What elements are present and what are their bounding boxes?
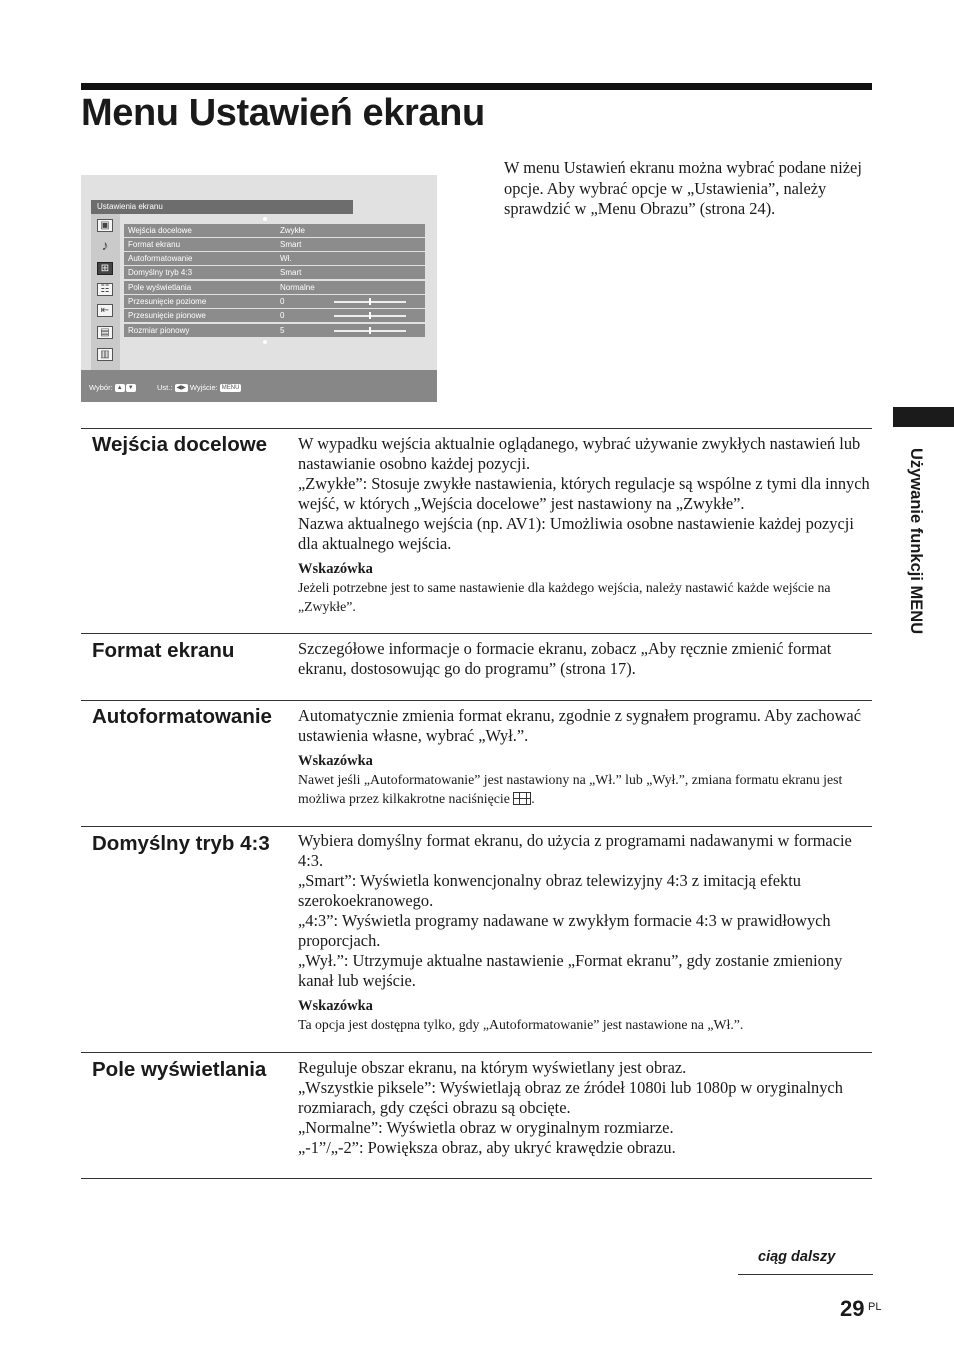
paragraph: „Wył.”: Utrzymuje aktualne nastawienie „Format ekranu”, gdy zostanie zmieniony kanał lub wejście.: [298, 951, 843, 990]
term-wejscia-docelowe: Wejścia docelowe: [92, 433, 268, 456]
tip-text: Nawet jeśli „Autoformatowanie” jest nastawiony na „Wł.” lub „Wył.”, zmiana formatu ekranu jest możliwa przez kilkakrotne naciśnięcie .: [298, 772, 843, 806]
osd-row-value: Wł.: [280, 254, 292, 263]
osd-row: [124, 295, 425, 308]
desc-pole-wyswietlania: [298, 1058, 876, 1158]
paragraph: Reguluje obszar ekranu, na którym wyświetlany jest obraz.: [298, 1058, 687, 1077]
continued-label: ciąg dalszy: [758, 1249, 836, 1265]
picture-icon: ▣: [97, 219, 113, 232]
footer-exit-label: Wyjście:: [189, 383, 218, 392]
paragraph: „Smart”: Wyświetla konwencjonalny obraz telewizyjny 4:3 z imitacją efektu szerokoekranowego.: [298, 871, 802, 910]
up-key-icon: ▲: [116, 385, 123, 392]
section-divider: [81, 1052, 872, 1053]
osd-footer: [81, 370, 437, 402]
slider-track: [334, 301, 406, 303]
osd-row: [124, 324, 425, 337]
desc-wejscia-docelowe: [298, 434, 876, 616]
osd-row-label: Pole wyświetlania: [128, 283, 192, 292]
osd-row-value: Smart: [280, 240, 302, 249]
scroll-up-icon: [263, 217, 267, 221]
continued-rule: [738, 1274, 873, 1275]
section-divider: [81, 700, 872, 701]
pc-settings-icon: ▥: [97, 348, 113, 361]
osd-row: [124, 309, 425, 322]
paragraph: „Wszystkie piksele”: Wyświetlają obraz ze źródeł 1080i lub 1080p w oryginalnych rozmiarach, gdy części obrazu są obcięte.: [298, 1078, 843, 1117]
osd-row-label: Format ekranu: [128, 240, 181, 249]
paragraph: Nazwa aktualnego wejścia (np. AV1): Umożliwia osobne nastawienie każdej pozycji dla aktualnego wejścia.: [298, 514, 854, 553]
term-domyslny-tryb: Domyślny tryb 4:3: [92, 832, 270, 855]
page-number: 29: [840, 1296, 865, 1321]
sound-icon: ♪: [101, 237, 109, 253]
osd-row-label: Przesunięcie pionowe: [128, 311, 206, 320]
osd-row: [124, 281, 425, 294]
paragraph: „-1”/„-2”: Powiększa obraz, aby ukryć krawędzie obrazu.: [298, 1138, 676, 1157]
osd-row-label: Rozmiar pionowy: [128, 326, 190, 335]
tip-text-body: Nawet jeśli „Autoformatowanie” jest nastawiony na „Wł.” lub „Wył.”, zmiana formatu ekranu jest możliwa przez kilkakrotne naciśnięcie: [298, 772, 843, 806]
osd-row-value: Normalne: [280, 283, 315, 292]
tip-text: Jeżeli potrzebne jest to same nastawienie dla każdego wejścia, należy nastawić każde wejście na „Zwykłe”.: [298, 580, 831, 614]
term-format-ekranu: Format ekranu: [92, 639, 235, 662]
chapter-tab-marker: [893, 407, 954, 427]
osd-row-label: Autoformatowanie: [128, 254, 193, 263]
tip-heading: Wskazówka: [298, 998, 373, 1014]
footer-select-label: Wybór:: [89, 383, 113, 392]
term-pole-wyswietlania: Pole wyświetlania: [92, 1058, 267, 1081]
chapter-side-label: Używanie funkcji MENU: [907, 448, 925, 635]
down-key-icon: ▼: [127, 385, 134, 392]
osd-header: Ustawienia ekranu: [91, 200, 353, 214]
footer-set-label: Ust.:: [157, 383, 173, 392]
paragraph: Automatycznie zmienia format ekranu, zgodnie z sygnałem programu. Aby zachować ustawienia własne, wybrać „Wył.”.: [298, 706, 861, 745]
page-language-code: PL: [868, 1301, 882, 1313]
section-divider: [81, 826, 872, 827]
wide-mode-button-icon: [513, 792, 531, 805]
paragraph: „4:3”: Wyświetla programy nadawane w zwykłym formacie 4:3 w prawidłowych proporcjach.: [298, 911, 831, 950]
osd-row-value: Smart: [280, 268, 302, 277]
tip-heading: Wskazówka: [298, 753, 373, 769]
intro-text: W menu Ustawień ekranu można wybrać podane niżej opcje. Aby wybrać opcje w „Ustawienia”, należy sprawdzić w „Menu Obrazu” (strona 24).: [504, 158, 862, 218]
osd-icon-column: [91, 214, 120, 372]
osd-row-value: Zwykłe: [280, 226, 305, 235]
osd-row-value: 0: [280, 297, 285, 306]
osd-row: [124, 266, 425, 279]
osd-row: [124, 238, 425, 251]
section-divider: [81, 428, 872, 429]
slider-knob: [369, 312, 371, 319]
setup-icon: ⇤: [97, 304, 113, 317]
osd-row-value: 0: [280, 311, 285, 320]
section-divider: [81, 1178, 872, 1179]
screen-icon: ⊞: [97, 262, 113, 275]
desc-format-ekranu: [298, 639, 876, 679]
tip-text: Ta opcja jest dostępna tylko, gdy „Autoformatowanie” jest nastawione na „Wł.”.: [298, 1017, 744, 1032]
slider-track: [334, 315, 406, 317]
paragraph: „Normalne”: Wyświetla obraz w oryginalnym rozmiarze.: [298, 1118, 674, 1137]
osd-row-label: Wejścia docelowe: [128, 226, 192, 235]
paragraph: „Zwykłe”: Stosuje zwykłe nastawienia, których regulacje są wspólne z tymi dla innych wejść, w których „Wejścia docelowe” jest nastawiony na „Zwykłe”.: [298, 474, 870, 513]
osd-row-value: 5: [280, 326, 285, 335]
menu-key-icon: MENU: [221, 385, 240, 392]
osd-row: [124, 252, 425, 265]
top-rule: [81, 83, 872, 90]
desc-autoformatowanie: [298, 706, 876, 808]
osd-row-label: Domyślny tryb 4:3: [128, 268, 193, 277]
pc-icon: ▤: [97, 326, 113, 339]
page-title: Menu Ustawień ekranu: [81, 92, 485, 134]
term-autoformatowanie: Autoformatowanie: [92, 705, 272, 728]
osd-row: [124, 224, 425, 237]
slider-knob: [369, 298, 371, 305]
paragraph: W wypadku wejścia aktualnie oglądanego, wybrać używanie zwykłych nastawień lub nastawianie osobno każdej pozycji.: [298, 434, 861, 473]
slider-track: [334, 330, 406, 332]
desc-domyslny-tryb: [298, 831, 876, 1034]
tip-heading: Wskazówka: [298, 561, 373, 577]
paragraph: Szczegółowe informacje o formacie ekranu, zobacz „Aby ręcznie zmienić format ekranu, dostosowując go do programu” (strona 17).: [298, 639, 832, 678]
set-key-icon: ◀▶: [176, 385, 186, 392]
features-icon: ☷: [97, 283, 113, 296]
section-divider: [81, 633, 872, 634]
menu-screenshot: [81, 175, 437, 402]
slider-knob: [369, 327, 371, 334]
scroll-down-icon: [263, 340, 267, 344]
paragraph: Wybiera domyślny format ekranu, do użycia z programami nadawanymi w formacie 4:3.: [298, 831, 852, 870]
osd-row-label: Przesunięcie poziome: [128, 297, 207, 306]
